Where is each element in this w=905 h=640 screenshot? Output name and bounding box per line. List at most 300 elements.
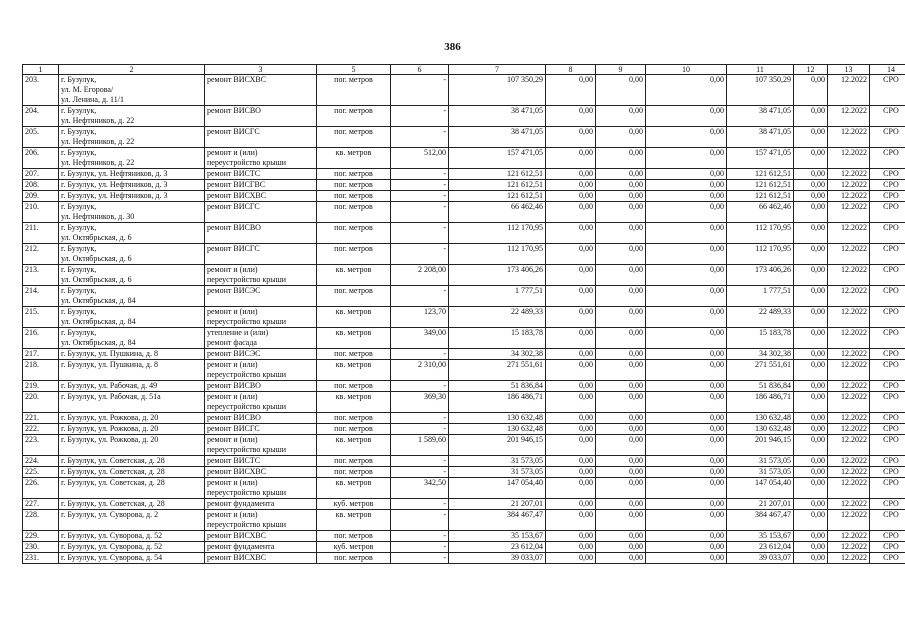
total-cell: 23 612,04 — [727, 542, 794, 553]
work-type-cell — [205, 392, 317, 413]
address-cell — [59, 392, 205, 413]
date-cell: 12.2022 — [828, 75, 870, 106]
source-cell: СРО — [870, 392, 905, 413]
unit-cell: куб. метров — [317, 499, 391, 510]
table-row — [23, 531, 905, 542]
value-cell: 0,00 — [646, 286, 727, 307]
address-cell-line: ул. Октябрьская, д. 6 — [61, 275, 132, 284]
value-cell: 0,00 — [646, 307, 727, 328]
source-cell: СРО — [870, 127, 905, 148]
address-cell-line: г. Бузулук, — [61, 148, 97, 157]
value-cell: 0,00 — [646, 244, 727, 265]
work-type-cell — [205, 478, 317, 499]
volume-cell: - — [391, 499, 449, 510]
volume-cell: - — [391, 510, 449, 531]
cost-cell: 112 170,95 — [449, 244, 546, 265]
cost-cell: 107 350,29 — [449, 75, 546, 106]
value-cell: 0,00 — [596, 202, 646, 223]
table-row — [23, 169, 905, 180]
total-cell: 130 632,48 — [727, 413, 794, 424]
value-cell: 0,00 — [794, 499, 828, 510]
value-cell: 0,00 — [646, 478, 727, 499]
work-type-cell — [205, 265, 317, 286]
total-cell: 31 573,05 — [727, 456, 794, 467]
address-cell — [59, 148, 205, 169]
unit-cell: пог. метров — [317, 553, 391, 564]
volume-cell: - — [391, 531, 449, 542]
value-cell: 0,00 — [794, 456, 828, 467]
total-cell: 147 054,40 — [727, 478, 794, 499]
address-cell-line: г. Бузулук, — [61, 106, 97, 115]
cost-cell: 39 033,07 — [449, 553, 546, 564]
source-cell: СРО — [870, 75, 905, 106]
address-cell-line: г. Бузулук, ул. Советская, д. 28 — [61, 499, 165, 508]
work-type-cell-line: ремонт ВИСГС — [207, 244, 260, 253]
row-number: 219. — [23, 381, 59, 392]
address-cell — [59, 349, 205, 360]
date-cell: 12.2022 — [828, 106, 870, 127]
address-cell-line: г. Бузулук, ул. Нефтяников, д. 3 — [61, 191, 168, 200]
address-cell-line: г. Бузулук, — [61, 223, 97, 232]
value-cell: 0,00 — [794, 127, 828, 148]
row-number: 229. — [23, 531, 59, 542]
cost-cell: 186 486,71 — [449, 392, 546, 413]
source-cell: СРО — [870, 286, 905, 307]
value-cell: 0,00 — [794, 169, 828, 180]
table-row — [23, 349, 905, 360]
volume-cell: - — [391, 286, 449, 307]
unit-cell: кв. метров — [317, 265, 391, 286]
address-cell — [59, 381, 205, 392]
volume-cell: - — [391, 467, 449, 478]
value-cell: 0,00 — [646, 467, 727, 478]
value-cell: 0,00 — [546, 244, 596, 265]
unit-cell: пог. метров — [317, 467, 391, 478]
value-cell: 0,00 — [546, 349, 596, 360]
volume-cell: 342,50 — [391, 478, 449, 499]
value-cell: 0,00 — [546, 413, 596, 424]
address-cell-line: г. Бузулук, ул. Рожкова, д. 20 — [61, 435, 159, 444]
source-cell: СРО — [870, 244, 905, 265]
date-cell: 12.2022 — [828, 169, 870, 180]
value-cell: 0,00 — [596, 531, 646, 542]
table-row — [23, 286, 905, 307]
value-cell: 0,00 — [596, 499, 646, 510]
work-type-cell — [205, 360, 317, 381]
cost-cell: 201 946,15 — [449, 435, 546, 456]
value-cell: 0,00 — [596, 191, 646, 202]
table-row — [23, 75, 905, 106]
value-cell: 0,00 — [546, 127, 596, 148]
date-cell: 12.2022 — [828, 467, 870, 478]
column-header: 9 — [596, 65, 646, 75]
address-cell-line: г. Бузулук, ул. Советская, д. 28 — [61, 467, 165, 476]
column-header: 5 — [317, 65, 391, 75]
date-cell: 12.2022 — [828, 127, 870, 148]
work-type-cell — [205, 286, 317, 307]
value-cell: 0,00 — [546, 510, 596, 531]
volume-cell: - — [391, 202, 449, 223]
total-cell: 121 612,51 — [727, 191, 794, 202]
total-cell: 384 467,47 — [727, 510, 794, 531]
column-header: 12 — [794, 65, 828, 75]
work-type-cell-line: ремонт ВИСТС — [207, 169, 261, 178]
value-cell: 0,00 — [596, 542, 646, 553]
date-cell: 12.2022 — [828, 381, 870, 392]
value-cell: 0,00 — [646, 553, 727, 564]
value-cell: 0,00 — [794, 286, 828, 307]
volume-cell: - — [391, 169, 449, 180]
address-cell — [59, 424, 205, 435]
value-cell: 0,00 — [596, 328, 646, 349]
table-row — [23, 202, 905, 223]
address-cell-line: ул. Нефтяников, д. 22 — [61, 158, 135, 167]
cost-cell: 21 207,01 — [449, 499, 546, 510]
work-type-cell-line: утепление и (или) — [207, 328, 269, 337]
volume-cell: - — [391, 456, 449, 467]
address-cell-line: г. Бузулук, ул. Пушкина, д. 8 — [61, 349, 158, 358]
work-type-cell — [205, 127, 317, 148]
source-cell: СРО — [870, 531, 905, 542]
source-cell: СРО — [870, 456, 905, 467]
row-number: 214. — [23, 286, 59, 307]
value-cell: 0,00 — [546, 435, 596, 456]
column-header: 10 — [646, 65, 727, 75]
work-type-cell — [205, 349, 317, 360]
value-cell: 0,00 — [794, 223, 828, 244]
unit-cell: пог. метров — [317, 531, 391, 542]
cost-cell: 121 612,51 — [449, 191, 546, 202]
row-number: 225. — [23, 467, 59, 478]
cost-cell: 38 471,05 — [449, 106, 546, 127]
total-cell: 121 612,51 — [727, 169, 794, 180]
repair-register-table — [22, 64, 905, 564]
table-row — [23, 413, 905, 424]
address-cell — [59, 286, 205, 307]
date-cell: 12.2022 — [828, 510, 870, 531]
row-number: 208. — [23, 180, 59, 191]
total-cell: 121 612,51 — [727, 180, 794, 191]
date-cell: 12.2022 — [828, 191, 870, 202]
date-cell: 12.2022 — [828, 392, 870, 413]
address-cell — [59, 553, 205, 564]
address-cell-line: ул. Октябрьская, д. 84 — [61, 296, 136, 305]
cost-cell: 121 612,51 — [449, 169, 546, 180]
cost-cell: 22 489,33 — [449, 307, 546, 328]
cost-cell: 38 471,05 — [449, 127, 546, 148]
row-number: 205. — [23, 127, 59, 148]
work-type-cell — [205, 456, 317, 467]
value-cell: 0,00 — [596, 223, 646, 244]
cost-cell: 147 054,40 — [449, 478, 546, 499]
value-cell: 0,00 — [794, 180, 828, 191]
total-cell: 22 489,33 — [727, 307, 794, 328]
date-cell: 12.2022 — [828, 424, 870, 435]
address-cell — [59, 328, 205, 349]
total-cell: 38 471,05 — [727, 127, 794, 148]
table-row — [23, 360, 905, 381]
column-header: 13 — [828, 65, 870, 75]
value-cell: 0,00 — [546, 106, 596, 127]
value-cell: 0,00 — [646, 202, 727, 223]
value-cell: 0,00 — [546, 265, 596, 286]
unit-cell: кв. метров — [317, 478, 391, 499]
value-cell: 0,00 — [596, 424, 646, 435]
row-number: 203. — [23, 75, 59, 106]
work-type-cell-line: ремонт ВИСГС — [207, 202, 260, 211]
value-cell: 0,00 — [646, 75, 727, 106]
value-cell: 0,00 — [596, 169, 646, 180]
value-cell: 0,00 — [794, 510, 828, 531]
work-type-cell-line: переустройство крыши — [207, 402, 287, 411]
page-number: 386 — [444, 41, 461, 53]
column-header: 3 — [205, 65, 317, 75]
source-cell: СРО — [870, 169, 905, 180]
total-cell: 112 170,95 — [727, 244, 794, 265]
total-cell: 1 777,51 — [727, 286, 794, 307]
row-number: 218. — [23, 360, 59, 381]
address-cell-line: г. Бузулук, ул. Нефтяников, д. 3 — [61, 180, 168, 189]
source-cell: СРО — [870, 223, 905, 244]
work-type-cell-line: ремонт ВИСВО — [207, 106, 261, 115]
row-number: 216. — [23, 328, 59, 349]
cost-cell: 121 612,51 — [449, 180, 546, 191]
row-number: 215. — [23, 307, 59, 328]
work-type-cell-line: ремонт фундамента — [207, 542, 275, 551]
address-cell-line: г. Бузулук, ул. Советская, д. 28 — [61, 478, 165, 487]
work-type-cell-line: ремонт и (или) — [207, 435, 258, 444]
value-cell: 0,00 — [646, 413, 727, 424]
value-cell: 0,00 — [794, 148, 828, 169]
table-row — [23, 542, 905, 553]
work-type-cell-line: ремонт и (или) — [207, 307, 258, 316]
value-cell: 0,00 — [646, 349, 727, 360]
row-number: 221. — [23, 413, 59, 424]
table-row — [23, 467, 905, 478]
work-type-cell — [205, 244, 317, 265]
work-type-cell-line: ремонт ВИСХВС — [207, 553, 267, 562]
work-type-cell-line: ремонт ВИСТС — [207, 456, 261, 465]
work-type-cell-line: переустройство крыши — [207, 275, 287, 284]
volume-cell: - — [391, 106, 449, 127]
address-cell — [59, 478, 205, 499]
address-cell-line: ул. Ленина, д. 11/1 — [61, 95, 124, 104]
table-row — [23, 510, 905, 531]
value-cell: 0,00 — [546, 191, 596, 202]
volume-cell: - — [391, 424, 449, 435]
work-type-cell-line: ремонт фундамента — [207, 499, 275, 508]
volume-cell: - — [391, 542, 449, 553]
address-cell-line: ул. Октябрьская, д. 84 — [61, 338, 136, 347]
value-cell: 0,00 — [646, 456, 727, 467]
table-row — [23, 328, 905, 349]
date-cell: 12.2022 — [828, 478, 870, 499]
work-type-cell — [205, 223, 317, 244]
value-cell: 0,00 — [546, 381, 596, 392]
table-row — [23, 265, 905, 286]
address-cell — [59, 127, 205, 148]
work-type-cell-line: ремонт ВИСХВС — [207, 531, 267, 540]
table-body — [23, 75, 905, 564]
value-cell: 0,00 — [794, 328, 828, 349]
row-number: 210. — [23, 202, 59, 223]
value-cell: 0,00 — [794, 531, 828, 542]
date-cell: 12.2022 — [828, 328, 870, 349]
work-type-cell-line: ремонт ВИСХВС — [207, 191, 267, 200]
value-cell: 0,00 — [794, 244, 828, 265]
work-type-cell-line: ремонт ВИСВО — [207, 381, 261, 390]
column-header: 8 — [546, 65, 596, 75]
total-cell: 271 551,61 — [727, 360, 794, 381]
address-cell — [59, 413, 205, 424]
address-cell — [59, 542, 205, 553]
source-cell: СРО — [870, 435, 905, 456]
total-cell: 15 183,78 — [727, 328, 794, 349]
address-cell-line: г. Бузулук, ул. Нефтяников, д. 3 — [61, 169, 168, 178]
row-number: 217. — [23, 349, 59, 360]
row-number: 209. — [23, 191, 59, 202]
table-row — [23, 244, 905, 265]
work-type-cell — [205, 499, 317, 510]
cost-cell: 31 573,05 — [449, 467, 546, 478]
column-header: 11 — [727, 65, 794, 75]
address-cell — [59, 180, 205, 191]
address-cell — [59, 467, 205, 478]
row-number: 213. — [23, 265, 59, 286]
unit-cell: кв. метров — [317, 328, 391, 349]
address-cell-line: г. Бузулук, ул. Суворова, д. 2 — [61, 510, 159, 519]
date-cell: 12.2022 — [828, 360, 870, 381]
address-cell — [59, 510, 205, 531]
value-cell: 0,00 — [794, 191, 828, 202]
work-type-cell — [205, 553, 317, 564]
table-row — [23, 435, 905, 456]
total-cell: 21 207,01 — [727, 499, 794, 510]
total-cell: 107 350,29 — [727, 75, 794, 106]
work-type-cell-line: переустройство крыши — [207, 370, 287, 379]
total-cell: 173 406,26 — [727, 265, 794, 286]
value-cell: 0,00 — [596, 244, 646, 265]
column-header: 2 — [59, 65, 205, 75]
volume-cell: - — [391, 191, 449, 202]
value-cell: 0,00 — [546, 424, 596, 435]
unit-cell: кв. метров — [317, 307, 391, 328]
address-cell — [59, 223, 205, 244]
value-cell: 0,00 — [646, 392, 727, 413]
value-cell: 0,00 — [646, 531, 727, 542]
date-cell: 12.2022 — [828, 553, 870, 564]
table-row — [23, 499, 905, 510]
value-cell: 0,00 — [646, 191, 727, 202]
cost-cell: 34 302,38 — [449, 349, 546, 360]
volume-cell: - — [391, 413, 449, 424]
work-type-cell-line: ремонт ВИСХВС — [207, 75, 267, 84]
address-cell — [59, 106, 205, 127]
address-cell-line: г. Бузулук, ул. Суворова, д. 52 — [61, 542, 163, 551]
column-number-row — [23, 65, 905, 75]
value-cell: 0,00 — [596, 510, 646, 531]
value-cell: 0,00 — [794, 202, 828, 223]
date-cell: 12.2022 — [828, 307, 870, 328]
unit-cell: пог. метров — [317, 127, 391, 148]
value-cell: 0,00 — [546, 286, 596, 307]
value-cell: 0,00 — [794, 392, 828, 413]
row-number: 220. — [23, 392, 59, 413]
row-number: 231. — [23, 553, 59, 564]
value-cell: 0,00 — [596, 286, 646, 307]
volume-cell: - — [391, 381, 449, 392]
value-cell: 0,00 — [596, 435, 646, 456]
address-cell — [59, 244, 205, 265]
total-cell: 31 573,05 — [727, 467, 794, 478]
unit-cell: кв. метров — [317, 148, 391, 169]
value-cell: 0,00 — [794, 265, 828, 286]
work-type-cell-line: ремонт и (или) — [207, 478, 258, 487]
volume-cell: 2 208,00 — [391, 265, 449, 286]
value-cell: 0,00 — [546, 307, 596, 328]
value-cell: 0,00 — [646, 180, 727, 191]
value-cell: 0,00 — [646, 223, 727, 244]
value-cell: 0,00 — [596, 456, 646, 467]
value-cell: 0,00 — [546, 392, 596, 413]
value-cell: 0,00 — [546, 360, 596, 381]
table-row — [23, 424, 905, 435]
work-type-cell-line: ремонт ВИСГС — [207, 424, 260, 433]
value-cell: 0,00 — [646, 424, 727, 435]
work-type-cell-line: переустройство крыши — [207, 488, 287, 497]
total-cell: 51 836,84 — [727, 381, 794, 392]
work-type-cell-line: переустройство крыши — [207, 520, 287, 529]
value-cell: 0,00 — [794, 542, 828, 553]
unit-cell: пог. метров — [317, 169, 391, 180]
source-cell: СРО — [870, 478, 905, 499]
work-type-cell — [205, 424, 317, 435]
work-type-cell — [205, 435, 317, 456]
work-type-cell-line: ремонт ВИСВО — [207, 223, 261, 232]
address-cell-line: г. Бузулук, ул. Суворова, д. 52 — [61, 531, 163, 540]
source-cell: СРО — [870, 180, 905, 191]
work-type-cell — [205, 202, 317, 223]
address-cell-line: г. Бузулук, — [61, 244, 97, 253]
column-header: 7 — [449, 65, 546, 75]
source-cell: СРО — [870, 553, 905, 564]
address-cell-line: г. Бузулук, — [61, 202, 97, 211]
value-cell: 0,00 — [646, 542, 727, 553]
column-header: 14 — [870, 65, 905, 75]
cost-cell: 112 170,95 — [449, 223, 546, 244]
row-number: 211. — [23, 223, 59, 244]
value-cell: 0,00 — [794, 413, 828, 424]
source-cell: СРО — [870, 510, 905, 531]
work-type-cell — [205, 413, 317, 424]
date-cell: 12.2022 — [828, 542, 870, 553]
value-cell: 0,00 — [794, 360, 828, 381]
source-cell: СРО — [870, 106, 905, 127]
date-cell: 12.2022 — [828, 499, 870, 510]
source-cell: СРО — [870, 424, 905, 435]
date-cell: 12.2022 — [828, 531, 870, 542]
value-cell: 0,00 — [546, 542, 596, 553]
value-cell: 0,00 — [596, 553, 646, 564]
cost-cell: 51 836,84 — [449, 381, 546, 392]
source-cell: СРО — [870, 328, 905, 349]
row-number: 228. — [23, 510, 59, 531]
total-cell: 157 471,05 — [727, 148, 794, 169]
unit-cell: кв. метров — [317, 510, 391, 531]
cost-cell: 1 777,51 — [449, 286, 546, 307]
table-row — [23, 180, 905, 191]
work-type-cell-line: ремонт и (или) — [207, 360, 258, 369]
